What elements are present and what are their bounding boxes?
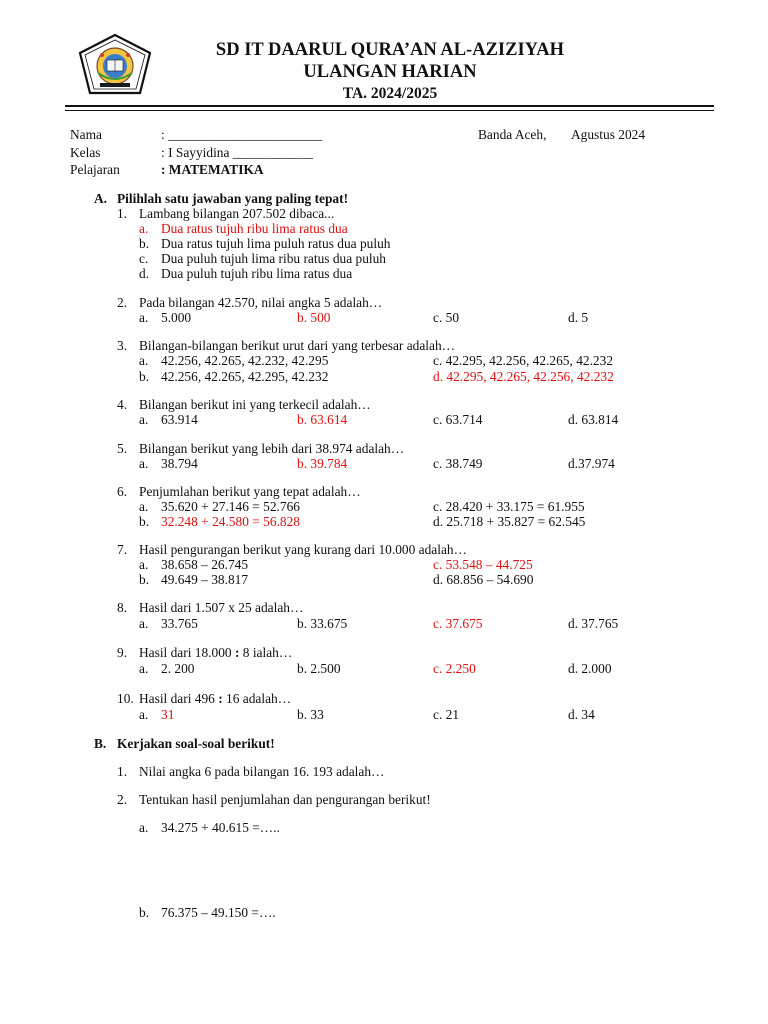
nama-field[interactable]: : _______________________	[161, 127, 323, 142]
option-text: c. 28.420 + 33.175 = 61.955	[433, 499, 585, 514]
section-a-marker: A.	[94, 191, 108, 206]
option-text: d. 25.718 + 35.827 = 62.545	[433, 514, 586, 529]
option-text: d. 42.295, 42.265, 42.256, 42.232	[433, 369, 614, 384]
option-letter: b.	[139, 514, 150, 529]
option-text: 32.248 + 24.580 = 56.828	[161, 514, 300, 529]
question-number: 5.	[117, 441, 128, 456]
option-text: 38.794	[161, 456, 198, 471]
option-letter: d.	[139, 266, 150, 281]
school-name: SD IT DAARUL QURA’AN AL-AZIZIYAH	[215, 40, 565, 60]
question-text: Penjumlahan berikut yang tepat adalah…	[139, 484, 361, 499]
question-text-end: 8 ialah…	[239, 645, 293, 660]
option-letter: a.	[139, 412, 149, 427]
option-letter: a.	[139, 616, 149, 631]
option-text: Dua ratus tujuh lima puluh ratus dua puluh	[161, 236, 391, 251]
section-b-marker: B.	[94, 736, 107, 751]
header-rule-thin	[65, 110, 714, 111]
header-rule-thick	[65, 105, 714, 107]
option-text: c. 42.295, 42.256, 42.265, 42.232	[433, 353, 614, 368]
option-letter: b.	[139, 236, 150, 251]
option-letter: a.	[139, 310, 149, 325]
place: Banda Aceh,	[478, 127, 547, 142]
option-letter: b.	[139, 572, 150, 587]
question-number: 9.	[117, 645, 128, 660]
option-text: Dua puluh tujuh lima ribu ratus dua puluh	[161, 251, 387, 266]
exam-title: ULANGAN HARIAN	[303, 62, 477, 82]
question-text	[139, 645, 292, 660]
question-text: Hasil pengurangan berikut yang kurang dari 10.000 adalah…	[139, 542, 467, 557]
question-text-end: 16 adalah…	[222, 691, 292, 706]
option-letter: c.	[139, 251, 149, 266]
option-text: 2. 200	[161, 661, 195, 676]
option-text: d. 2.000	[568, 661, 612, 676]
item-letter: a.	[139, 820, 149, 835]
option-text: c. 50	[433, 310, 460, 325]
option-letter: a.	[139, 353, 149, 368]
option-text: d. 5	[568, 310, 589, 325]
item-letter: b.	[139, 905, 150, 920]
question-number: 8.	[117, 600, 128, 615]
option-text: d. 68.856 – 54.690	[433, 572, 534, 587]
divide-sign: :	[218, 691, 223, 706]
question-text: Nilai angka 6 pada bilangan 16. 193 adalah…	[139, 764, 385, 779]
question-text: Tentukan hasil penjumlahan dan pengurangan berikut!	[139, 792, 431, 807]
date: Agustus 2024	[571, 127, 646, 142]
option-text: b. 39.784	[297, 456, 348, 471]
option-text: d.37.974	[568, 456, 615, 471]
section-a-title: Pilihlah satu jawaban yang paling tepat!	[117, 191, 349, 206]
question-text-start: Hasil dari 18.000	[139, 645, 235, 660]
option-text: b. 33.675	[297, 616, 348, 631]
pelajaran-label: Pelajaran	[70, 162, 120, 177]
item-text: 34.275 + 40.615 =…..	[161, 820, 280, 835]
question-text-start: Hasil dari 496	[139, 691, 219, 706]
question-text: Pada bilangan 42.570, nilai angka 5 adalah…	[139, 295, 383, 310]
option-text: 49.649 – 38.817	[161, 572, 249, 587]
item-text: 76.375 – 49.150 =….	[161, 905, 276, 920]
divide-sign: :	[234, 645, 240, 660]
option-text: c. 2.250	[433, 661, 476, 676]
option-text: 63.914	[161, 412, 198, 427]
option-letter: a.	[139, 456, 149, 471]
question-text: Bilangan berikut ini yang terkecil adalah…	[139, 397, 371, 412]
option-text: d. 34	[568, 707, 595, 722]
option-text: b. 33	[297, 707, 324, 722]
academic-year: TA. 2024/2025	[342, 85, 438, 102]
pelajaran-value: : MATEMATIKA	[161, 162, 264, 177]
question-number: 3.	[117, 338, 128, 353]
question-text: Hasil dari 1.507 x 25 adalah…	[139, 600, 304, 615]
option-text: 5.000	[161, 310, 192, 325]
kelas-label: Kelas	[70, 145, 101, 160]
option-text: Dua ratus tujuh ribu lima ratus dua	[161, 221, 348, 236]
question-text: Lambang bilangan 207.502 dibaca...	[139, 206, 335, 221]
question-number: 1.	[117, 206, 128, 221]
option-text: d. 63.814	[568, 412, 619, 427]
option-text: 42.256, 42.265, 42.295, 42.232	[161, 369, 329, 384]
option-text: c. 53.548 – 44.725	[433, 557, 533, 572]
option-text: d. 37.765	[568, 616, 619, 631]
option-letter: a.	[139, 499, 149, 514]
option-text: 38.658 – 26.745	[161, 557, 249, 572]
option-letter: a.	[139, 557, 149, 572]
question-number: 6.	[117, 484, 128, 499]
nama-label: Nama	[70, 127, 102, 142]
question-number: 4.	[117, 397, 128, 412]
option-text: b. 63.614	[297, 412, 348, 427]
option-text: c. 37.675	[433, 616, 483, 631]
option-text: 33.765	[161, 616, 198, 631]
option-letter: a.	[139, 707, 149, 722]
option-text: 31	[161, 707, 175, 722]
option-text: 42.256, 42.265, 42.232, 42.295	[161, 353, 329, 368]
question-text: Bilangan-bilangan berikut urut dari yang terbesar adalah…	[139, 338, 456, 353]
option-letter: b.	[139, 369, 150, 384]
question-number: 7.	[117, 542, 128, 557]
question-number: 10.	[117, 691, 134, 706]
option-text: c. 21	[433, 707, 460, 722]
question-number: 2.	[117, 295, 128, 310]
kelas-field[interactable]: : I Sayyidina ____________	[161, 145, 314, 160]
question-number: 1.	[117, 764, 128, 779]
question-number: 2.	[117, 792, 128, 807]
option-text: c. 38.749	[433, 456, 483, 471]
option-text: 35.620 + 27.146 = 52.766	[161, 499, 300, 514]
option-text: b. 2.500	[297, 661, 341, 676]
option-text: Dua puluh tujuh ribu lima ratus dua	[161, 266, 353, 281]
option-letter: a.	[139, 221, 149, 236]
option-text: b. 500	[297, 310, 331, 325]
option-text: c. 63.714	[433, 412, 483, 427]
option-letter: a.	[139, 661, 149, 676]
section-b-title: Kerjakan soal-soal berikut!	[117, 736, 275, 751]
question-text	[139, 691, 291, 706]
question-text: Bilangan berikut yang lebih dari 38.974 adalah…	[139, 441, 405, 456]
